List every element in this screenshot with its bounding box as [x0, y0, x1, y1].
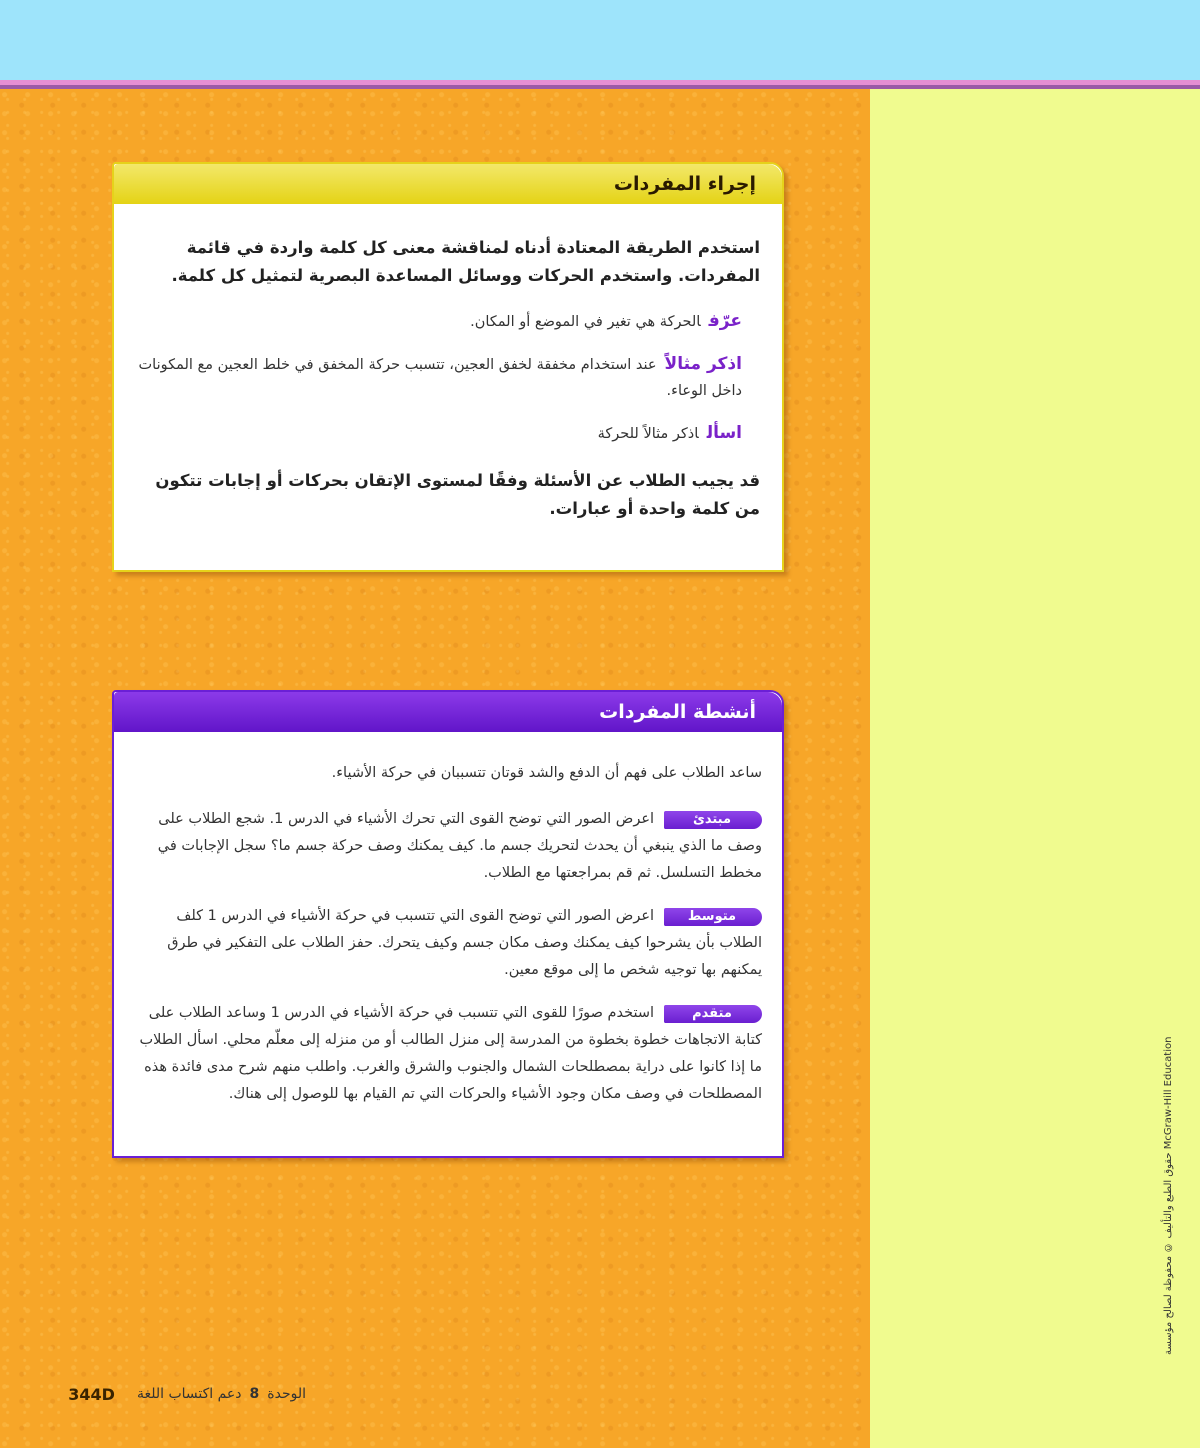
level-text: اعرض الصور التي توضح القوى التي تحرك الأشياء في الدرس 1. شجع الطلاب على وصف ما الذي ينبغي أن يحدث لتحريك جسم ما. كيف يمكنك وصف حركة جسم ما؟ سجل الإجابات في مخطط التسلسل. ثم قم بمراجعتها مع الطلاب.: [157, 811, 762, 881]
vocabulary-procedure-box: [112, 162, 784, 572]
level-intermediate: [136, 903, 762, 984]
page-footer: [56, 1382, 306, 1406]
level-badge: متوسط: [664, 908, 762, 926]
step-define: [136, 308, 760, 335]
step-text: عند استخدام مخفقة لخفق العجين، تتسبب حركة المخفق في خلط العجين مع المكونات داخل الوعاء.: [138, 357, 742, 399]
step-text: الحركة هي تغير في الموضع أو المكان.: [470, 314, 701, 330]
vocabulary-activities-box: [112, 690, 784, 1158]
page-number: 344D: [68, 1384, 115, 1404]
procedure-intro: استخدم الطريقة المعتادة أدناه لمناقشة معنى كل كلمة واردة في قائمة المفردات. واستخدم الحركات ووسائل المساعدة البصرية لتمثيل كل كلمة.: [171, 238, 760, 285]
side-margin-panel: [870, 89, 1200, 1448]
step-keyword: عرّف: [708, 311, 742, 331]
level-beginner: [136, 806, 762, 887]
level-badge: متقدم: [664, 1005, 762, 1023]
level-text: استخدم صورًا للقوى التي تتسبب في حركة الأشياء في الدرس 1 وساعد الطلاب على كتابة الاتجاهات خطوة بخطوة من المدرسة إلى منزل الطالب أو من منزله إلى معلّم محلي. اسأل الطلاب ما إذا كانوا على دراية بمصطلحات الشمال والجنوب والشرق والغرب. واطلب منهم شرح مدى فائدة هذه المصطلحات في وصف مكان وجود الأشياء والحركات التي تم القيام بها للوصول إلى هناك.: [139, 1005, 762, 1102]
step-ask: [136, 420, 760, 447]
level-advanced: [136, 1000, 762, 1108]
level-badge: مبتدئ: [664, 811, 762, 829]
copyright-notice: حقوق الطبع والتأليف © محفوظة لصالح مؤسسة McGraw-Hill Education: [1163, 1036, 1174, 1355]
step-keyword: اسأل: [706, 423, 742, 443]
step-text: اذكر مثالاً للحركة: [597, 426, 699, 442]
vocabulary-activities-title: أنشطة المفردات: [114, 692, 782, 732]
footer-unit-label: الوحدة: [267, 1386, 306, 1402]
top-band: [0, 0, 1200, 80]
activities-intro: ساعد الطلاب على فهم أن الدفع والشد قوتان تتسببان في حركة الأشياء.: [331, 765, 762, 781]
footer-unit-number: 8: [249, 1386, 260, 1402]
level-text: اعرض الصور التي توضح القوى التي تتسبب في حركة الأشياء في الدرس 1 كلف الطلاب بأن يشرحوا كيف يمكنك وصف مكان جسم وكيف يتحرك. حفز الطلاب على التفكير في طرق يمكنهم بها توجيه شخص ما إلى موقع معين.: [167, 908, 762, 978]
procedure-closing: قد يجيب الطلاب عن الأسئلة وفقًا لمستوى الإتقان بحركات أو إجابات تتكون من كلمة واحدة أو عبارات.: [155, 471, 760, 518]
step-keyword: اذكر مثالاً: [664, 354, 742, 374]
step-example: [136, 351, 760, 404]
footer-section: دعم اكتساب اللغة: [136, 1386, 242, 1402]
vocabulary-procedure-title: إجراء المفردات: [114, 164, 782, 204]
